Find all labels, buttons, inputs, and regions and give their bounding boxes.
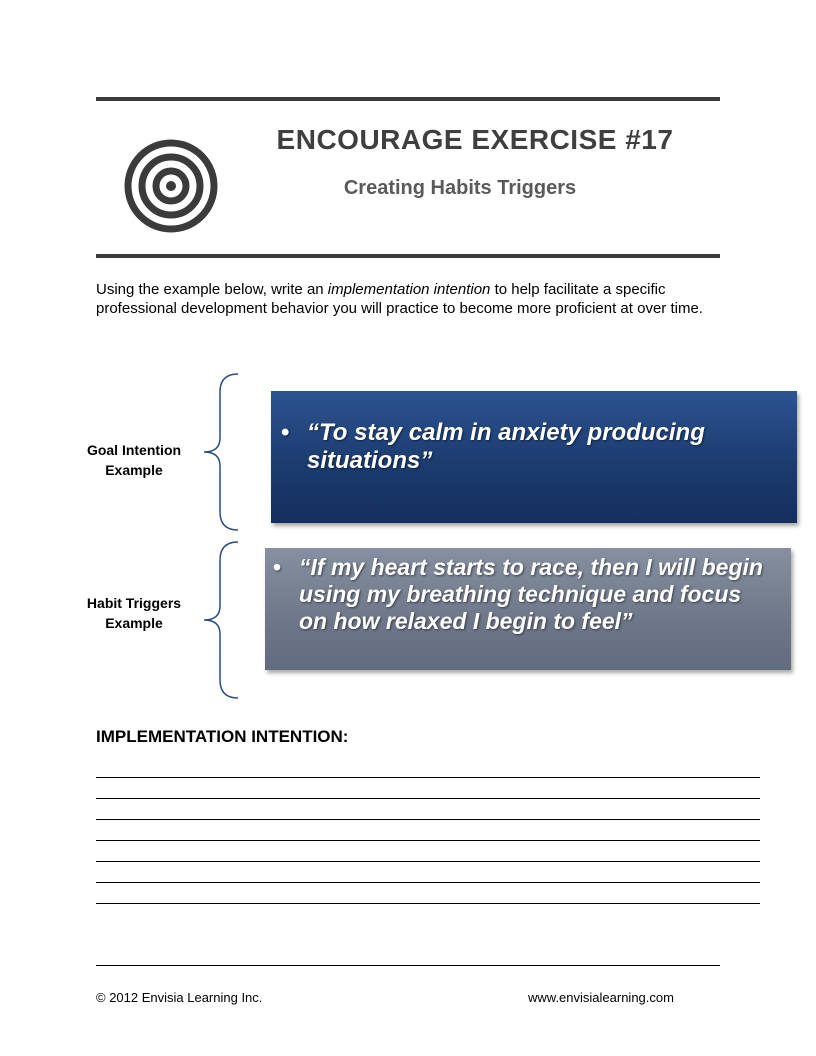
- habit-triggers-banner: [265, 548, 791, 670]
- habit-triggers-label-line1: Habit Triggers: [86, 595, 182, 611]
- goal-brace-icon: [198, 372, 242, 532]
- goal-intention-label-line2: Example: [105, 462, 163, 478]
- footer-website-link[interactable]: www.envisialearning.com: [528, 990, 674, 1005]
- target-icon: [124, 139, 218, 233]
- habit-triggers-bullet-row: [273, 554, 773, 635]
- footer-rule: [96, 965, 720, 966]
- writing-line[interactable]: [96, 861, 760, 862]
- writing-line[interactable]: [96, 819, 760, 820]
- footer-copyright: © 2012 Envisia Learning Inc.: [96, 990, 263, 1005]
- goal-intention-banner: [271, 391, 797, 523]
- goal-intention-text: “To stay calm in anxiety producing situations”: [307, 419, 705, 474]
- page-subtitle: Creating Habits Triggers: [343, 177, 577, 199]
- habit-triggers-label-line2: Example: [105, 615, 163, 631]
- writing-line[interactable]: [96, 777, 760, 778]
- habit-bullet: •: [273, 554, 282, 580]
- writing-line[interactable]: [96, 798, 760, 799]
- goal-intention-bullet-row: [281, 419, 777, 475]
- header-top-rule: [96, 97, 720, 101]
- habit-triggers-text: “If my heart starts to race, then I will begin using my breathing technique and focus on how relaxed I begin to feel”: [299, 554, 763, 634]
- goal-bullet: •: [281, 419, 290, 446]
- habit-brace-icon: [198, 540, 242, 700]
- implementation-intention-heading: IMPLEMENTATION INTENTION:: [96, 727, 349, 746]
- goal-intention-label-line1: Goal Intention: [86, 442, 182, 458]
- writing-line[interactable]: [96, 840, 760, 841]
- instructions-text-before: Using the example below, write an: [96, 281, 328, 298]
- goal-intention-label: [74, 440, 194, 480]
- page-title: ENCOURAGE EXERCISE #17: [276, 124, 674, 155]
- header-bottom-rule: [96, 254, 720, 258]
- instructions-paragraph: [96, 280, 726, 318]
- writing-line[interactable]: [96, 903, 760, 904]
- habit-triggers-label: [74, 593, 194, 633]
- writing-line[interactable]: [96, 882, 760, 883]
- instructions-emphasis: implementation intention: [327, 281, 491, 298]
- instructions-text-after: to help facilitate a specific professional development behavior you will practice to become more proficient at over time.: [96, 281, 703, 317]
